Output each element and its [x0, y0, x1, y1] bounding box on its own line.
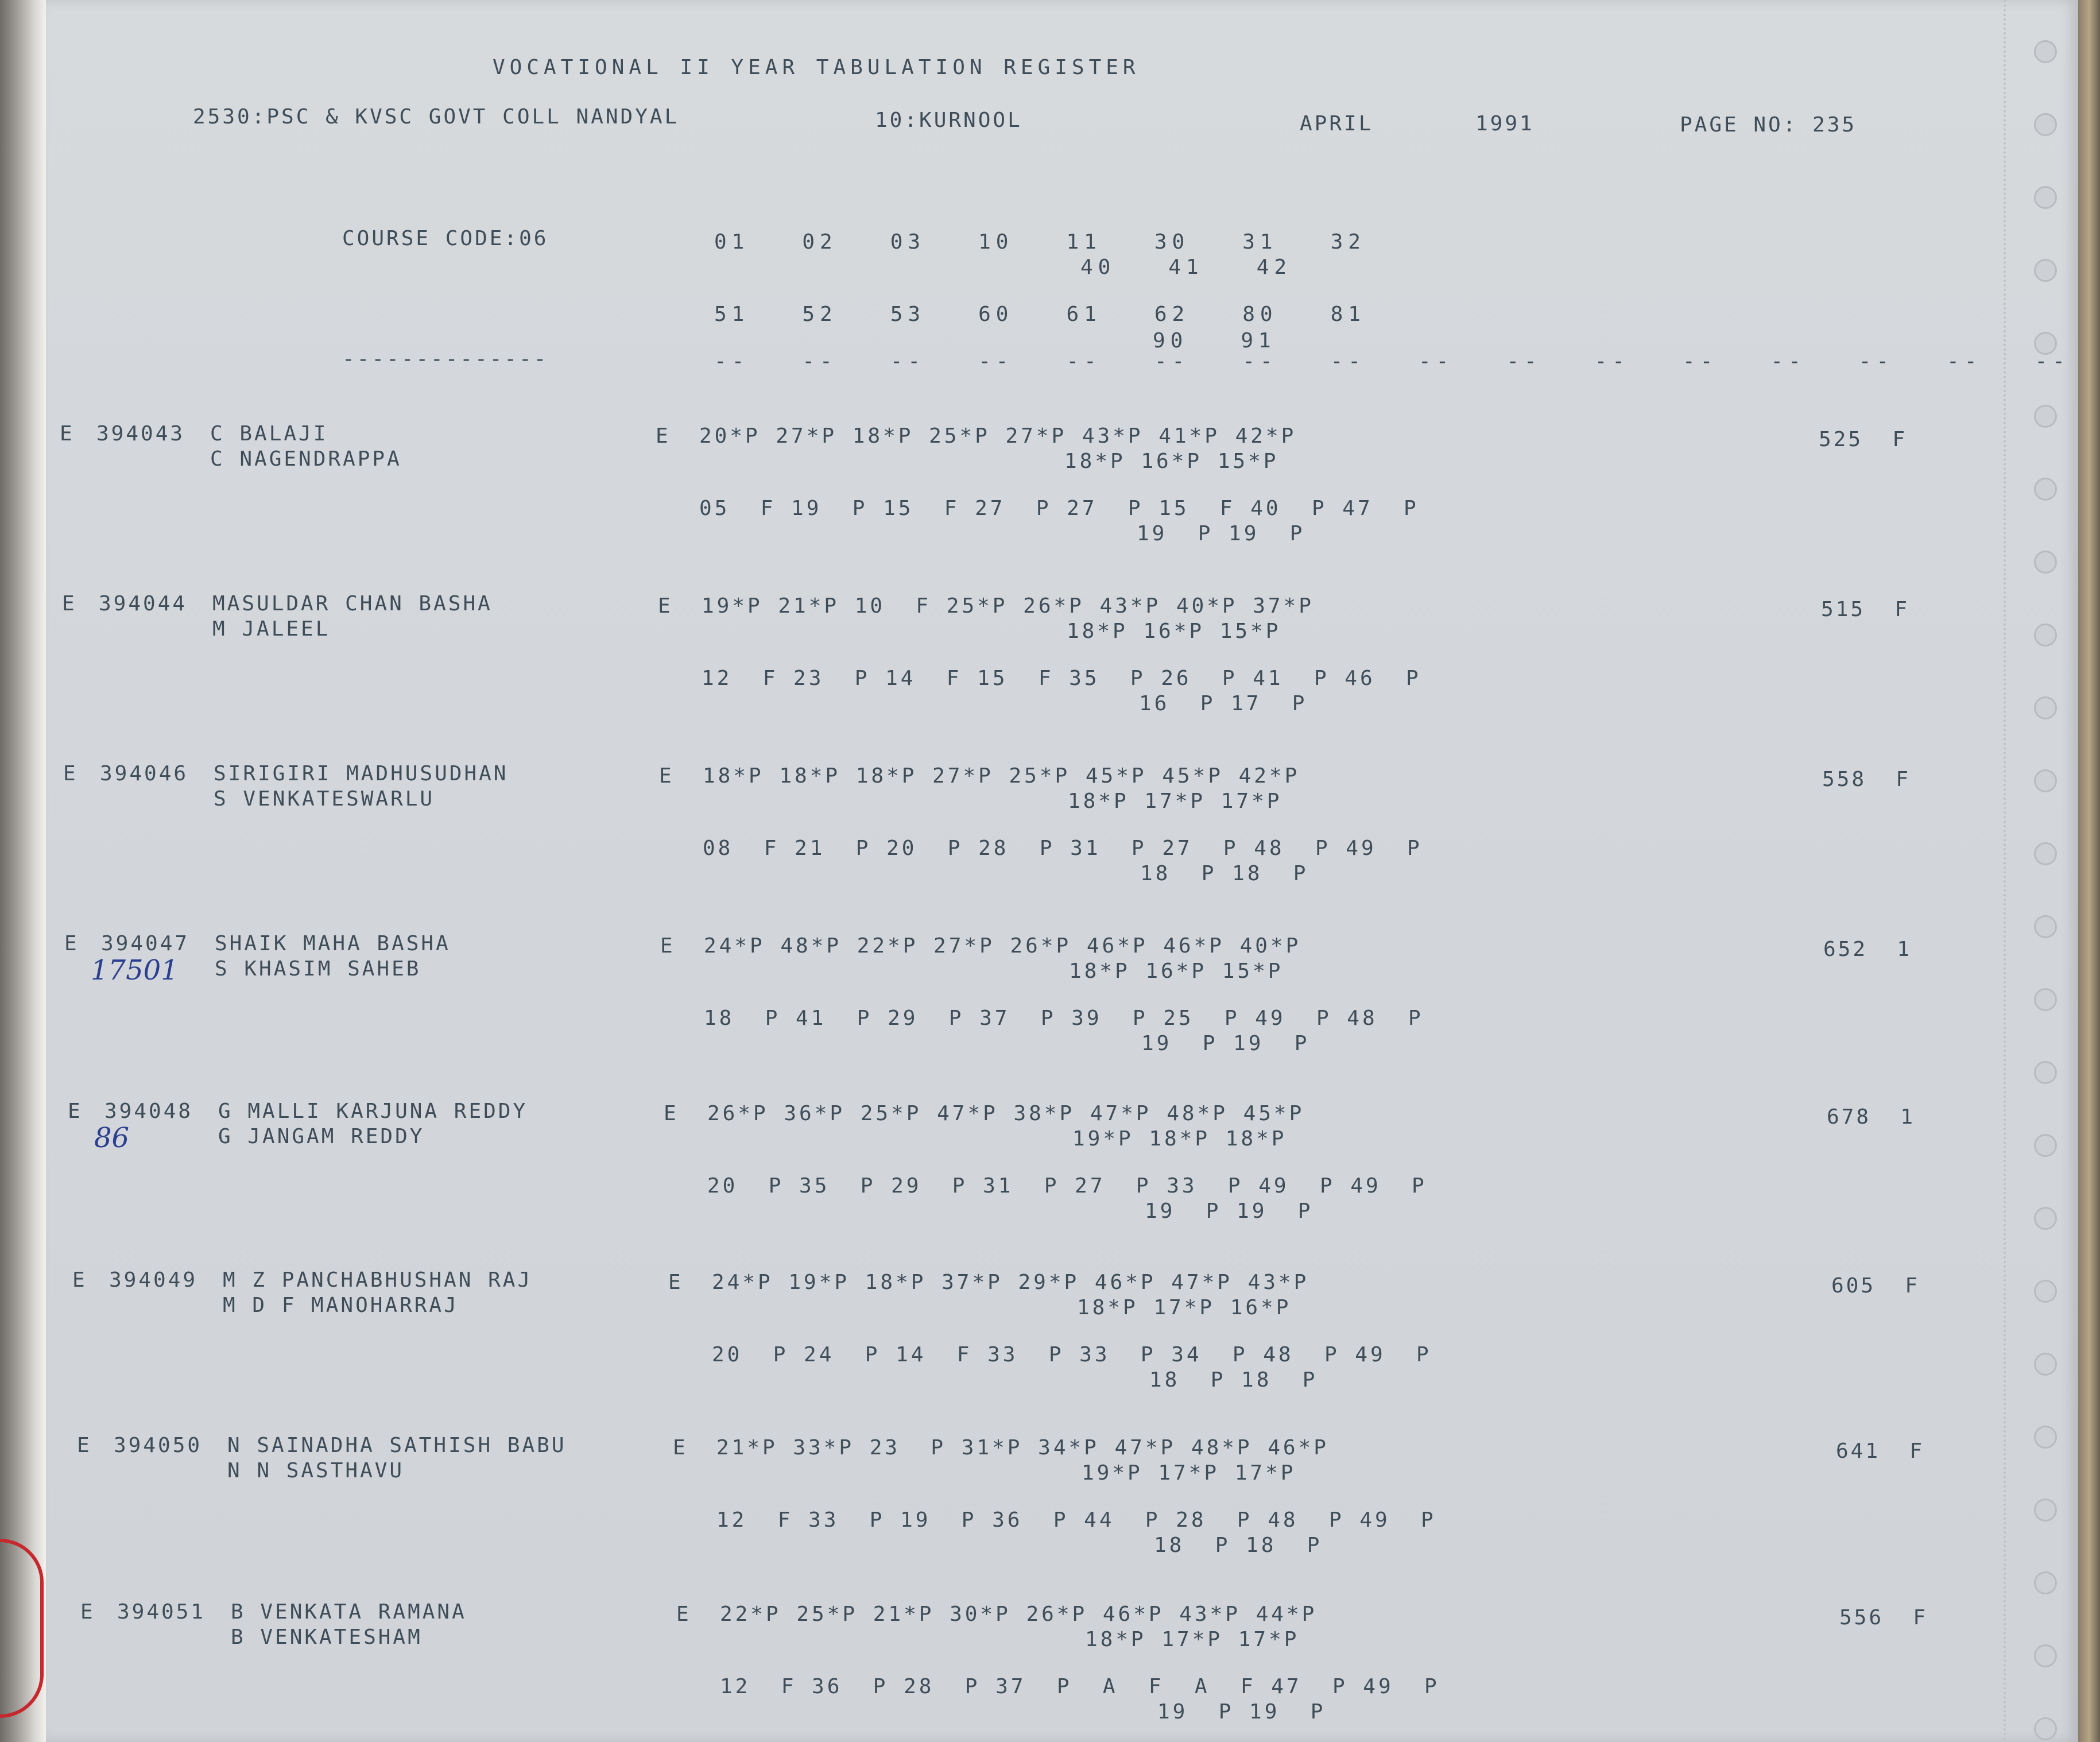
- handwritten-note: 86: [94, 1122, 130, 1154]
- parent-name: N N SASTHAVU: [227, 1459, 405, 1482]
- feed-hole: [2034, 624, 2057, 647]
- parent-name: M D F MANOHARRAJ: [223, 1294, 459, 1317]
- tractor-feed-holes: [2024, 0, 2064, 1742]
- total-result: 641 F: [1836, 1439, 1925, 1463]
- perforation-line: [2004, 0, 2006, 1742]
- total-result: 652 1: [1823, 938, 1912, 961]
- feed-hole: [2034, 405, 2057, 428]
- marks-row2b: 18 P 18 P: [1140, 862, 1309, 885]
- marks-row1: 24*P 48*P 22*P 27*P 26*P 46*P 46*P 40*P: [704, 934, 1301, 958]
- subject-codes-row1: 01 02 03 10 11 30 31 32: [714, 230, 1366, 254]
- feed-hole: [2034, 1207, 2057, 1230]
- feed-hole: [2034, 1426, 2057, 1449]
- medium-flag: E: [668, 1271, 683, 1294]
- subject-codes-row1b: 40 41 42: [1080, 256, 1292, 279]
- student-name: G MALLI KARJUNA REDDY: [218, 1100, 528, 1123]
- college-name: 2530:PSC & KVSC GOVT COLL NANDYAL: [193, 105, 680, 129]
- total-result: 515 F: [1821, 598, 1910, 621]
- marks-row1: 26*P 36*P 25*P 47*P 38*P 47*P 48*P 45*P: [707, 1102, 1305, 1125]
- medium-code: E: [80, 1600, 95, 1624]
- medium-code: E: [64, 932, 79, 955]
- student-name: M Z PANCHABHUSHAN RAJ: [223, 1268, 533, 1292]
- marks-row1b: 19*P 18*P 18*P: [1072, 1127, 1287, 1151]
- marks-row2b: 19 P 19 P: [1141, 1032, 1310, 1055]
- marks-row2: 08 F 21 P 20 P 28 P 31 P 27 P 48 P 49 P: [703, 837, 1423, 860]
- student-name: SIRIGIRI MADHUSUDHAN: [214, 762, 509, 785]
- marks-row2b: 18 P 18 P: [1154, 1534, 1323, 1557]
- feed-hole: [2034, 769, 2057, 792]
- marks-row1: 21*P 33*P 23 P 31*P 34*P 47*P 48*P 46*P: [716, 1436, 1329, 1460]
- marks-row2: 20 P 24 P 14 F 33 P 33 P 34 P 48 P 49 P: [712, 1343, 1432, 1366]
- medium-flag: E: [676, 1602, 691, 1626]
- marks-row2b: 19 P 19 P: [1157, 1700, 1326, 1724]
- student-name: B VENKATA RAMANA: [231, 1600, 467, 1624]
- marks-row1b: 18*P 16*P 15*P: [1064, 450, 1279, 473]
- roll-number: 394051: [117, 1600, 206, 1624]
- marks-row2: 12 F 36 P 28 P 37 P A F A F 47 P 49 P: [720, 1675, 1440, 1698]
- medium-flag: E: [673, 1436, 688, 1460]
- parent-name: S KHASIM SAHEB: [215, 957, 421, 981]
- feed-hole: [2034, 186, 2057, 209]
- feed-hole: [2034, 1134, 2057, 1157]
- medium-code: E: [72, 1268, 87, 1292]
- marks-row1: 20*P 27*P 18*P 25*P 27*P 43*P 41*P 42*P: [699, 424, 1297, 448]
- marks-row1: 24*P 19*P 18*P 37*P 29*P 46*P 47*P 43*P: [712, 1271, 1309, 1294]
- page-edge: [2078, 0, 2100, 1742]
- medium-flag: E: [658, 594, 673, 618]
- feed-hole: [2034, 1571, 2057, 1594]
- course-code: COURSE CODE:06: [342, 227, 549, 250]
- book-spine: [0, 0, 46, 1742]
- feed-hole: [2034, 1353, 2057, 1376]
- page-number: PAGE NO: 235: [1680, 113, 1857, 137]
- medium-flag: E: [656, 424, 671, 448]
- marks-row1b: 18*P 16*P 15*P: [1067, 620, 1281, 643]
- roll-number: 394044: [99, 592, 188, 615]
- total-result: 525 F: [1819, 428, 1908, 451]
- parent-name: B VENKATESHAM: [231, 1625, 423, 1649]
- marks-row1b: 18*P 17*P 17*P: [1068, 789, 1283, 813]
- feed-hole: [2034, 551, 2057, 574]
- feed-hole: [2034, 40, 2057, 63]
- roll-number: 394043: [96, 422, 185, 446]
- feed-hole: [2034, 842, 2057, 865]
- marks-row2: 18 P 41 P 29 P 37 P 39 P 25 P 49 P 48 P: [704, 1007, 1424, 1030]
- total-result: 558 F: [1822, 768, 1911, 791]
- handwritten-note: 17501: [91, 954, 179, 986]
- feed-hole: [2034, 113, 2057, 136]
- parent-name: S VENKATESWARLU: [214, 787, 435, 811]
- roll-number: 394048: [104, 1100, 193, 1123]
- student-name: MASULDAR CHAN BASHA: [212, 592, 493, 615]
- subject-codes-row2: 51 52 53 60 61 62 80 81: [714, 303, 1366, 326]
- parent-name: M JALEEL: [212, 617, 331, 641]
- district-name: 10:KURNOOL: [875, 109, 1022, 132]
- medium-flag: E: [659, 764, 674, 788]
- marks-row1b: 18*P 17*P 17*P: [1085, 1628, 1300, 1651]
- medium-code: E: [62, 592, 77, 615]
- marks-row2: 05 F 19 P 15 F 27 P 27 P 15 F 40 P 47 P: [699, 497, 1419, 520]
- exam-year: 1991: [1475, 112, 1535, 136]
- feed-hole: [2034, 1280, 2057, 1303]
- course-underline: --------------: [342, 347, 549, 371]
- total-result: 556 F: [1839, 1606, 1928, 1629]
- feed-hole: [2034, 696, 2057, 719]
- total-result: 678 1: [1827, 1105, 1916, 1129]
- marks-row2b: 19 P 19 P: [1145, 1199, 1314, 1223]
- feed-hole: [2034, 915, 2057, 938]
- medium-code: E: [77, 1434, 92, 1457]
- medium-flag: E: [664, 1102, 679, 1125]
- marks-row2b: 19 P 19 P: [1137, 522, 1305, 545]
- medium-code: E: [60, 422, 75, 446]
- register-title: VOCATIONAL II YEAR TABULATION REGISTER: [493, 56, 1140, 79]
- parent-name: C NAGENDRAPPA: [210, 447, 402, 471]
- student-name: SHAIK MAHA BASHA: [215, 932, 451, 955]
- total-result: 605 F: [1831, 1274, 1920, 1298]
- roll-number: 394049: [109, 1268, 198, 1292]
- student-name: N SAINADHA SATHISH BABU: [227, 1434, 567, 1457]
- student-name: C BALAJI: [210, 422, 328, 446]
- medium-code: E: [63, 762, 78, 785]
- feed-hole: [2034, 1717, 2057, 1740]
- roll-number: 394050: [114, 1434, 203, 1457]
- subject-codes-row2b: 90 91: [1153, 329, 1276, 353]
- feed-hole: [2034, 1499, 2057, 1522]
- exam-month: APRIL: [1300, 112, 1374, 136]
- feed-hole: [2034, 1644, 2057, 1667]
- marks-row1b: 18*P 17*P 16*P: [1077, 1296, 1292, 1319]
- marks-row1: 19*P 21*P 10 F 25*P 26*P 43*P 40*P 37*P: [702, 594, 1314, 618]
- marks-row1b: 19*P 17*P 17*P: [1082, 1461, 1296, 1485]
- roll-number: 394046: [100, 762, 189, 785]
- marks-row1b: 18*P 16*P 15*P: [1069, 959, 1284, 983]
- marks-row1: 22*P 25*P 21*P 30*P 26*P 46*P 43*P 44*P: [720, 1602, 1318, 1626]
- column-dashes: -- -- -- -- -- -- -- -- -- -- -- -- -- -- -- --: [714, 350, 2070, 373]
- medium-code: E: [68, 1100, 83, 1123]
- roll-number: 394047: [101, 932, 190, 955]
- marks-row2b: 18 P 18 P: [1149, 1368, 1318, 1392]
- medium-flag: E: [660, 934, 675, 958]
- feed-hole: [2034, 259, 2057, 282]
- feed-hole: [2034, 478, 2057, 501]
- feed-hole: [2034, 1061, 2057, 1084]
- marks-row2: 20 P 35 P 29 P 31 P 27 P 33 P 49 P 49 P: [707, 1174, 1427, 1198]
- marks-row2: 12 F 23 P 14 F 15 F 35 P 26 P 41 P 46 P: [702, 667, 1421, 690]
- feed-hole: [2034, 988, 2057, 1011]
- marks-row1: 18*P 18*P 18*P 27*P 25*P 45*P 45*P 42*P: [703, 764, 1300, 788]
- marks-row2: 12 F 33 P 19 P 36 P 44 P 28 P 48 P 49 P: [716, 1508, 1436, 1532]
- parent-name: G JANGAM REDDY: [218, 1125, 425, 1148]
- college-stamp: [0, 1539, 44, 1718]
- marks-row2b: 16 P 17 P: [1139, 692, 1308, 715]
